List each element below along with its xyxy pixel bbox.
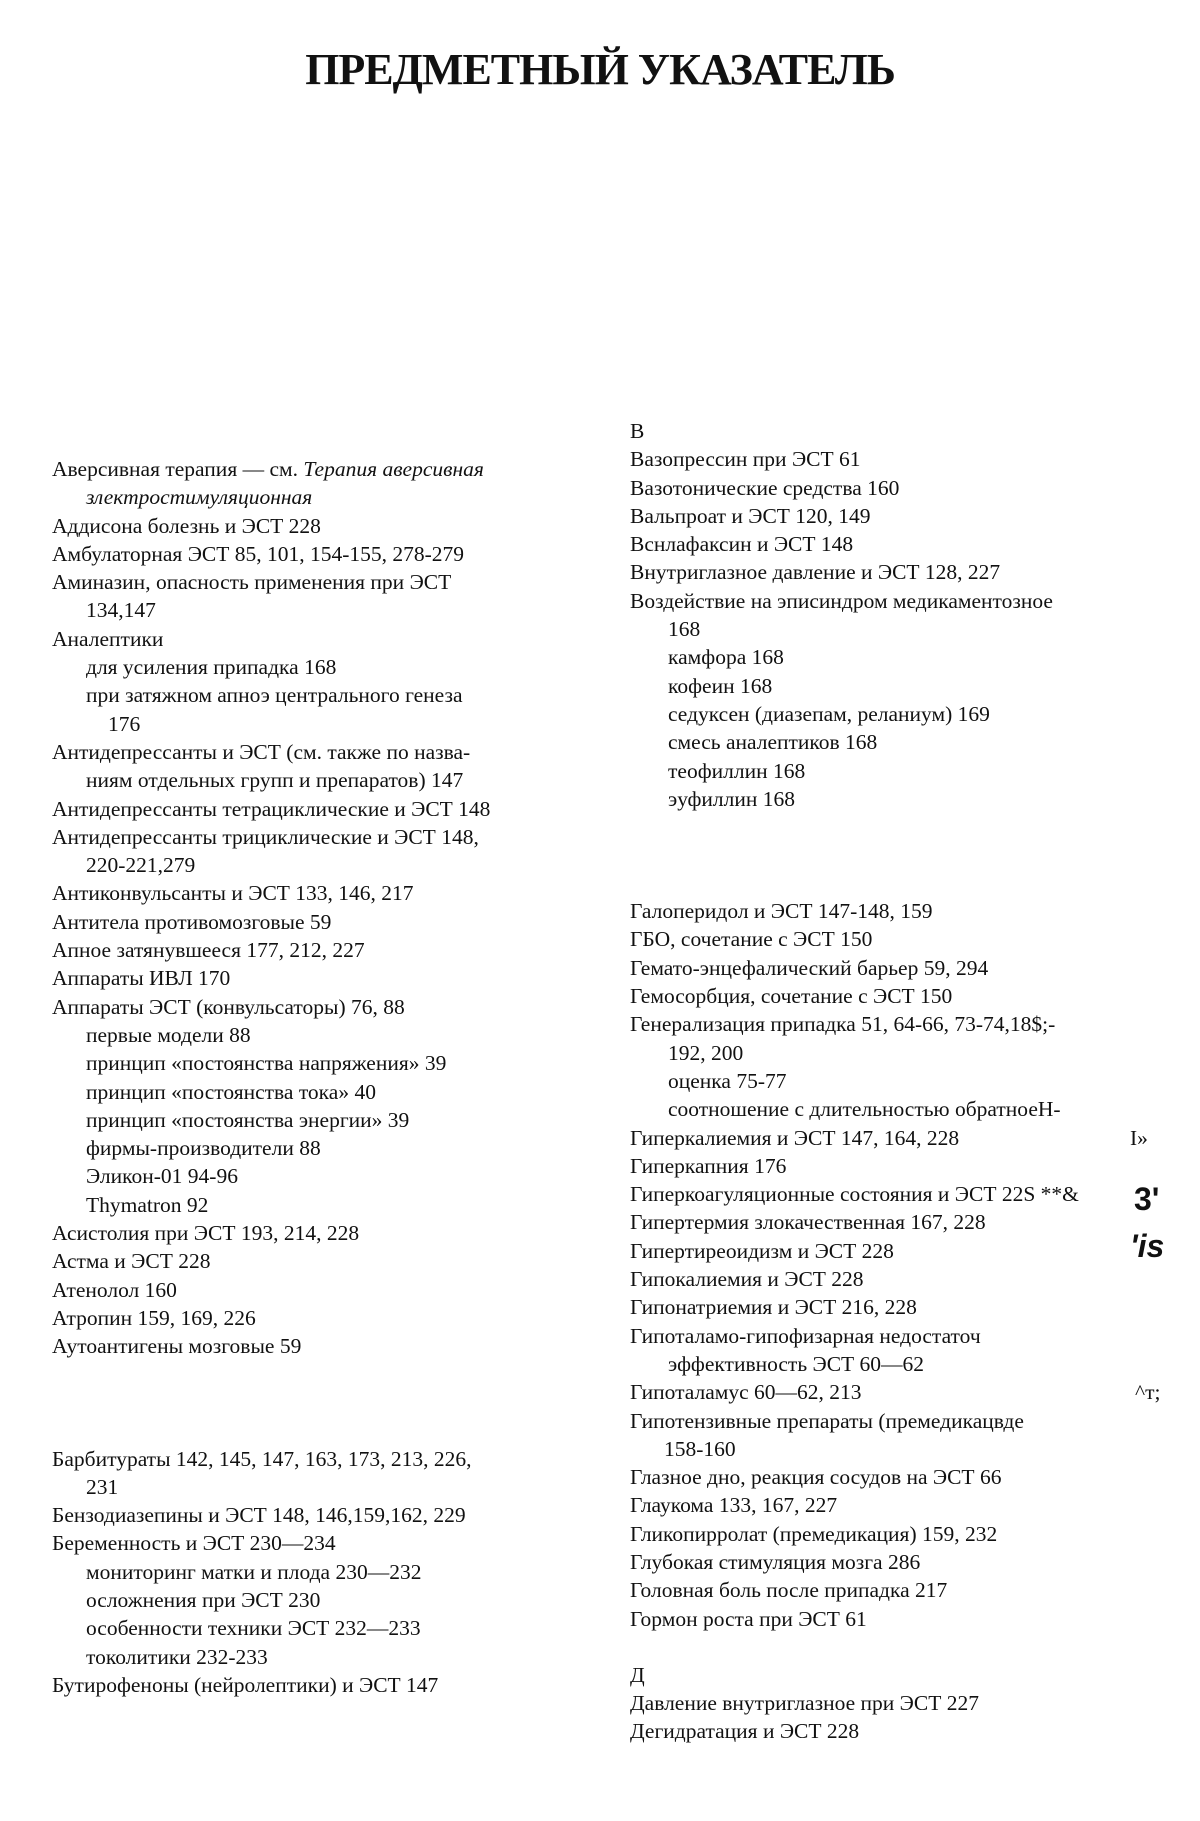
index-subentry: при затяжном апноэ центрального генеза xyxy=(86,683,463,708)
index-entry-continuation: ниям отдельных групп и препаратов) 147 xyxy=(86,768,464,793)
index-entry: Аддисона болезнь и ЭСТ 228 xyxy=(52,513,321,538)
index-subentry: фирмы-производители 88 xyxy=(86,1136,321,1161)
index-entry: Бутирофеноны (нейролептики) и ЭСТ 147 xyxy=(52,1672,439,1697)
index-subentry: принцип «постоянства тока» 40 xyxy=(86,1079,376,1104)
index-entry: Гипоталамус 60—62, 213 ^т; xyxy=(630,1378,1180,1406)
index-entry: Аппараты ЭСТ (конвульсаторы) 76, 88 xyxy=(52,994,405,1019)
index-entry: Астма и ЭСТ 228 xyxy=(52,1249,211,1274)
index-entry: Аминазин, опасность применения при ЭСТ xyxy=(52,570,452,595)
index-entry: Гемато-энцефалический барьер 59, 294 xyxy=(630,955,989,980)
index-entry-continuation: 220-221,279 xyxy=(86,853,196,878)
index-entry: Дегидратация и ЭСТ 228 xyxy=(630,1719,860,1744)
index-entry: Антидепрессанты и ЭСТ (см. также по назва- xyxy=(52,739,471,764)
index-entry: Гиперкапния 176 xyxy=(630,1153,787,1178)
index-entry: Аналептики xyxy=(52,626,164,651)
index-entry: Антитела противомозговые 59 xyxy=(52,909,332,934)
index-entry: Давление внутриглазное при ЭСТ 227 xyxy=(630,1691,979,1716)
index-entry: Глубокая стимуляция мозга 286 xyxy=(630,1549,921,1574)
index-entry: Гиперкалиемия и ЭСТ 147, 164, 228 I» xyxy=(630,1124,1180,1152)
index-column-left xyxy=(52,455,582,1699)
index-subentry: оценка 75-77 xyxy=(668,1068,787,1093)
margin-fragment: ^т; xyxy=(1135,1380,1161,1405)
index-subentry: эуфиллин 168 xyxy=(668,786,795,811)
index-entry: Вснлафаксин и ЭСТ 148 xyxy=(630,532,854,557)
index-subentry: смесь аналептиков 168 xyxy=(668,730,878,755)
index-subentry: первые модели 88 xyxy=(86,1022,251,1047)
index-entry: Гликопирролат (премедикация) 159, 232 xyxy=(630,1521,998,1546)
scan-artifact-text: 'is xyxy=(1130,1228,1165,1264)
index-subentry: принцип «постоянства энергии» 39 xyxy=(86,1107,410,1132)
index-subentry: кофеин 168 xyxy=(668,673,773,698)
index-subentry: токолитики 232-233 xyxy=(86,1644,268,1669)
index-entry: Антидепрессанты тетрациклические и ЭСТ 148 xyxy=(52,796,491,821)
index-entry: Гиперкоагуляционные состояния и ЭСТ 22S **& xyxy=(630,1182,1079,1207)
index-entry: Атенолол 160 xyxy=(52,1277,177,1302)
index-entry: Аверсивная терапия — см. Терапия аверсивная xyxy=(52,457,484,481)
scan-artifact-text: 3' xyxy=(1134,1181,1160,1217)
section-letter: Д xyxy=(630,1662,645,1687)
section-letter: В xyxy=(630,419,645,443)
index-entry-continuation: 168 xyxy=(668,617,701,642)
index-entry-continuation: злектростимуляционная xyxy=(86,485,313,510)
index-subentry: соотношение с длительностью обратноеН- xyxy=(668,1097,1061,1122)
index-entry: Апное затянувшееся 177, 212, 227 xyxy=(52,938,365,963)
index-entry: Беременность и ЭСТ 230—234 xyxy=(52,1531,336,1556)
index-entry-continuation: 158-160 xyxy=(664,1436,736,1461)
page-title: ПРЕДМЕТНЫЙ УКАЗАТЕЛЬ xyxy=(305,45,895,94)
index-subentry: камфора 168 xyxy=(668,645,784,670)
index-entry: Гемосорбция, сочетание с ЭСТ 150 xyxy=(630,984,953,1009)
index-entry-continuation: эффективность ЭСТ 60—62 xyxy=(668,1351,925,1376)
index-entry: Антидепрессанты трициклические и ЭСТ 148, xyxy=(52,824,479,849)
index-entry: Бензодиазепины и ЭСТ 148, 146,159,162, 229 xyxy=(52,1503,466,1528)
index-subentry: осложнения при ЭСТ 230 xyxy=(86,1587,321,1612)
index-entry: Воздействие на эписиндром медикаментозное xyxy=(630,588,1053,613)
index-entry: Галоперидол и ЭСТ 147-148, 159 xyxy=(630,899,933,924)
index-subentry: Thymatron 92 xyxy=(86,1192,209,1217)
index-entry-continuation: 231 xyxy=(86,1474,119,1499)
index-entry: Барбитураты 142, 145, 147, 163, 173, 213, 226, xyxy=(52,1446,472,1471)
index-subentry: для усиления припадка 168 xyxy=(86,655,337,680)
index-entry: Гипокалиемия и ЭСТ 228 xyxy=(630,1267,864,1292)
index-subentry: Эликон-01 94-96 xyxy=(86,1164,238,1189)
index-entry: Вазотонические средства 160 xyxy=(630,475,900,500)
index-subentry: особенности техники ЭСТ 232—233 xyxy=(86,1616,421,1641)
index-entry: ГБО, сочетание с ЭСТ 150 xyxy=(630,927,873,952)
index-entry: Аппараты ИВЛ 170 xyxy=(52,966,231,991)
index-column-right xyxy=(630,417,1180,1746)
index-subentry: принцип «постоянства напряжения» 39 xyxy=(86,1051,447,1076)
index-entry: Внутриглазное давление и ЭСТ 128, 227 xyxy=(630,560,1001,585)
index-entry: Антиконвульсанты и ЭСТ 133, 146, 217 xyxy=(52,881,414,906)
index-entry: Генерализация припадка 51, 64-66, 73-74,18$;- xyxy=(630,1012,1056,1037)
index-entry: Гипертиреоидизм и ЭСТ 228 xyxy=(630,1238,894,1263)
index-entry: Головная боль после припадка 217 xyxy=(630,1578,948,1603)
index-entry: Гормон роста при ЭСТ 61 xyxy=(630,1606,867,1631)
index-entry-continuation: 176 xyxy=(108,711,141,736)
index-entry: Гипотензивные препараты (премедикацвде xyxy=(630,1408,1024,1433)
index-entry: Амбулаторная ЭСТ 85, 101, 154-155, 278-279 xyxy=(52,541,465,566)
index-entry: Асистолия при ЭСТ 193, 214, 228 xyxy=(52,1221,360,1246)
index-entry: Гипонатриемия и ЭСТ 216, 228 xyxy=(630,1295,917,1320)
index-subentry: теофиллин 168 xyxy=(668,758,806,783)
index-entry: Атропин 159, 169, 226 xyxy=(52,1305,256,1330)
index-entry: Гипертермия злокачественная 167, 228 xyxy=(630,1210,986,1235)
index-entry: Глазное дно, реакция сосудов на ЭСТ 66 xyxy=(630,1465,1002,1490)
margin-fragment: I» xyxy=(1130,1125,1148,1150)
index-entry: Вазопрессин при ЭСТ 61 xyxy=(630,447,861,472)
index-entry: Аутоантигены мозговые 59 xyxy=(52,1334,302,1359)
index-subentry: мониторинг матки и плода 230—232 xyxy=(86,1559,422,1584)
index-entry: Глаукома 133, 167, 227 xyxy=(630,1493,838,1518)
index-entry-continuation: 134,147 xyxy=(86,598,156,623)
index-entry: Гипоталамо-гипофизарная недостаточ xyxy=(630,1323,981,1348)
index-subentry: седуксен (диазепам, реланиум) 169 xyxy=(668,701,990,726)
index-entry-continuation: 192, 200 xyxy=(668,1040,744,1065)
index-entry: Вальпроат и ЭСТ 120, 149 xyxy=(630,503,871,528)
